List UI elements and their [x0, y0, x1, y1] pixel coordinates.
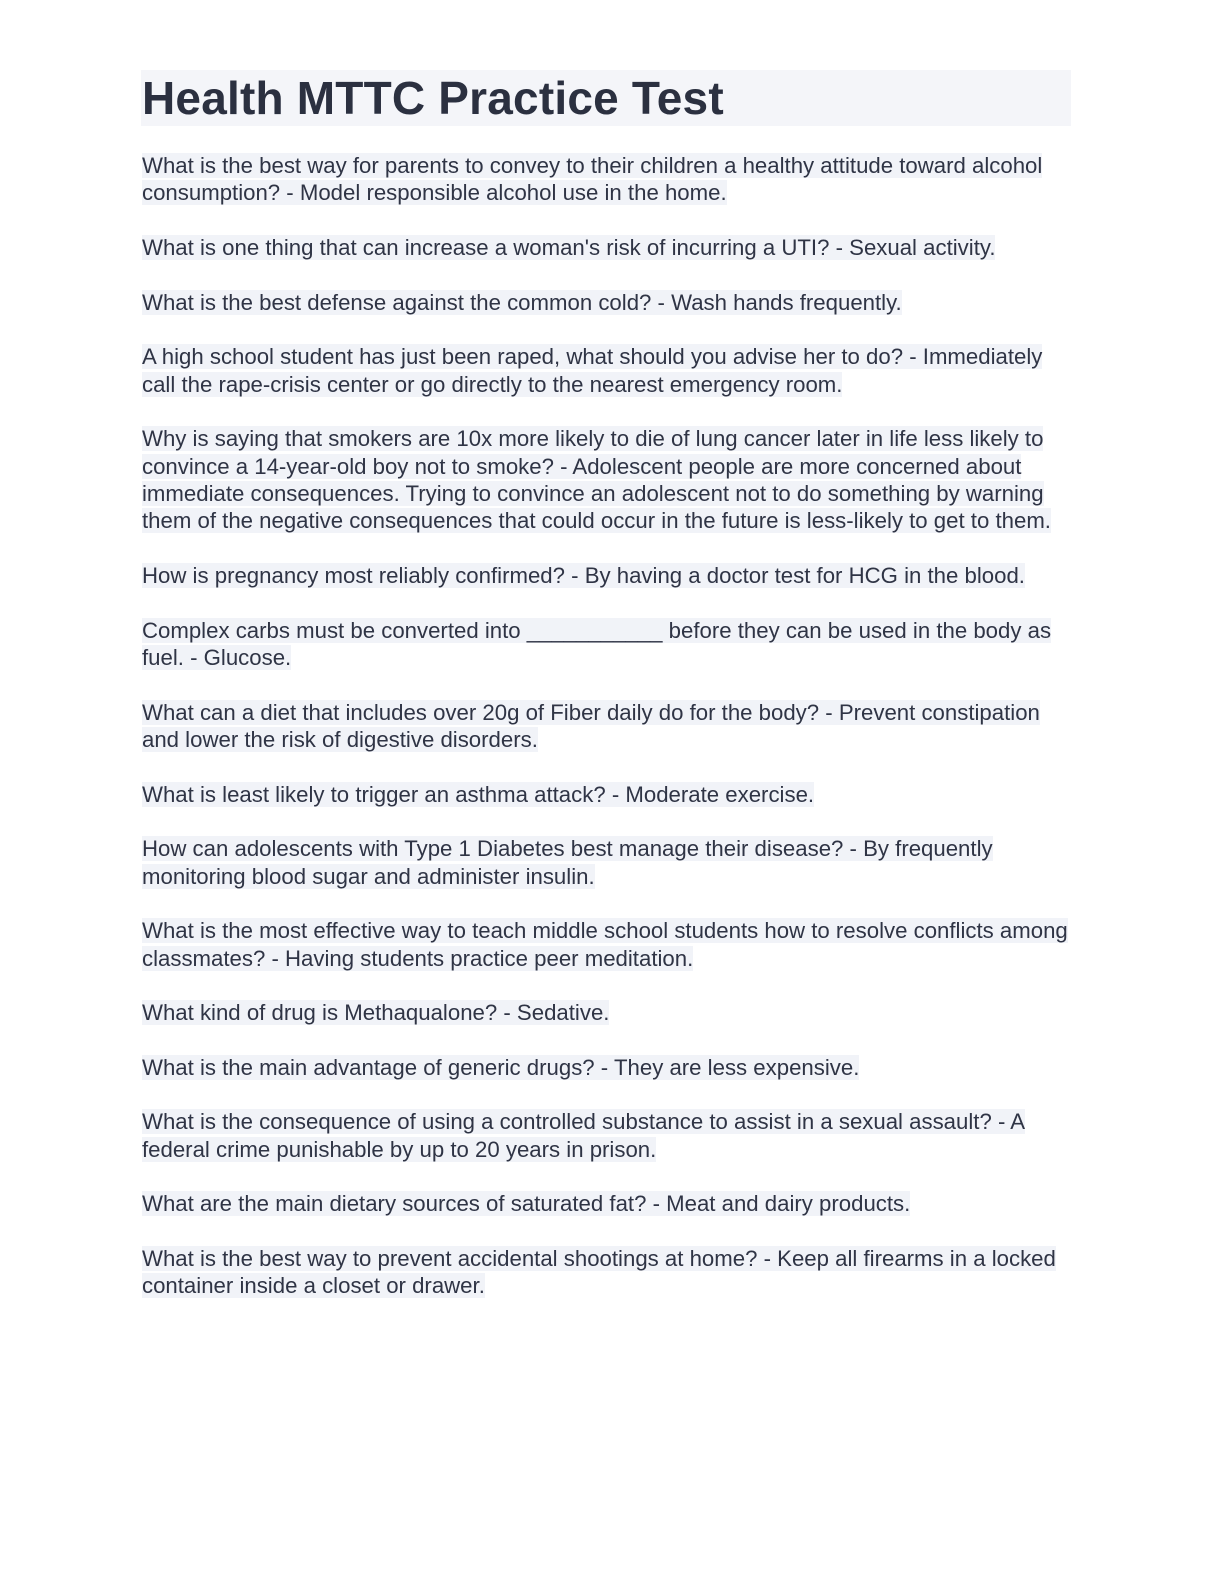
qa-text: Why is saying that smokers are 10x more likely to die of lung cancer later in life less likely to convince a 14-year-old boy not to smoke? - Adolescent people are more concerned about immediate consequences. Trying to convince an adolescent not to do something by warning them of the negative consequences that could occur in the future is less-likely to get to them. — [142, 426, 1051, 534]
qa-item — [142, 425, 1074, 535]
qa-item — [142, 152, 1074, 207]
qa-text: What is one thing that can increase a woman's risk of incurring a UTI? - Sexual activity. — [142, 235, 996, 260]
qa-item — [142, 617, 1074, 672]
qa-text: What can a diet that includes over 20g of Fiber daily do for the body? - Prevent constipation and lower the risk of digestive disorders. — [142, 699, 1040, 752]
qa-item — [142, 289, 1074, 316]
qa-text: What is the best defense against the common cold? - Wash hands frequently. — [142, 289, 902, 315]
qa-item — [142, 234, 1074, 261]
qa-text: A high school student has just been raped, what should you advise her to do? - Immediately call the rape-crisis center or go directly to the nearest emergency room. — [142, 344, 1043, 397]
document-page — [142, 70, 1074, 1327]
qa-item — [142, 781, 1074, 808]
qa-item — [142, 1054, 1074, 1081]
qa-item — [142, 999, 1074, 1026]
qa-item — [142, 562, 1074, 589]
qa-item — [142, 1245, 1074, 1300]
qa-item — [142, 1108, 1074, 1163]
qa-item — [142, 1190, 1074, 1217]
qa-text: How can adolescents with Type 1 Diabetes best manage their disease? - By frequently monitoring blood sugar and administer insulin. — [142, 836, 993, 889]
qa-text: Complex carbs must be converted into ___________ before they can be used in the body as fuel. - Glucose. — [142, 617, 1052, 670]
qa-text: What is least likely to trigger an asthma attack? - Moderate exercise. — [142, 781, 815, 807]
qa-item — [142, 343, 1074, 398]
qa-text: What is the main advantage of generic drugs? - They are less expensive. — [142, 1054, 860, 1080]
title-bar — [141, 70, 1071, 126]
page-title: Health MTTC Practice Test — [142, 72, 724, 124]
qa-text: What kind of drug is Methaqualone? - Sedative. — [142, 1000, 610, 1026]
qa-text: What is the consequence of using a controlled substance to assist in a sexual assault? - A federal crime punishable by up to 20 years in prison. — [142, 1109, 1026, 1162]
qa-text: How is pregnancy most reliably confirmed? - By having a doctor test for HCG in the blood. — [142, 563, 1025, 588]
qa-list — [142, 152, 1074, 1300]
qa-item — [142, 699, 1074, 754]
qa-text: What are the main dietary sources of saturated fat? - Meat and dairy products. — [142, 1191, 911, 1217]
qa-item — [142, 917, 1074, 972]
qa-item — [142, 835, 1074, 890]
qa-text: What is the best way to prevent accidental shootings at home? - Keep all firearms in a locked container inside a closet or drawer. — [142, 1245, 1056, 1299]
qa-text: What is the most effective way to teach middle school students how to resolve conflicts among classmates? - Having students practice peer meditation. — [142, 918, 1068, 971]
qa-text: What is the best way for parents to convey to their children a healthy attitude toward alcohol consumption? - Model responsible alcohol use in the home. — [142, 153, 1043, 206]
